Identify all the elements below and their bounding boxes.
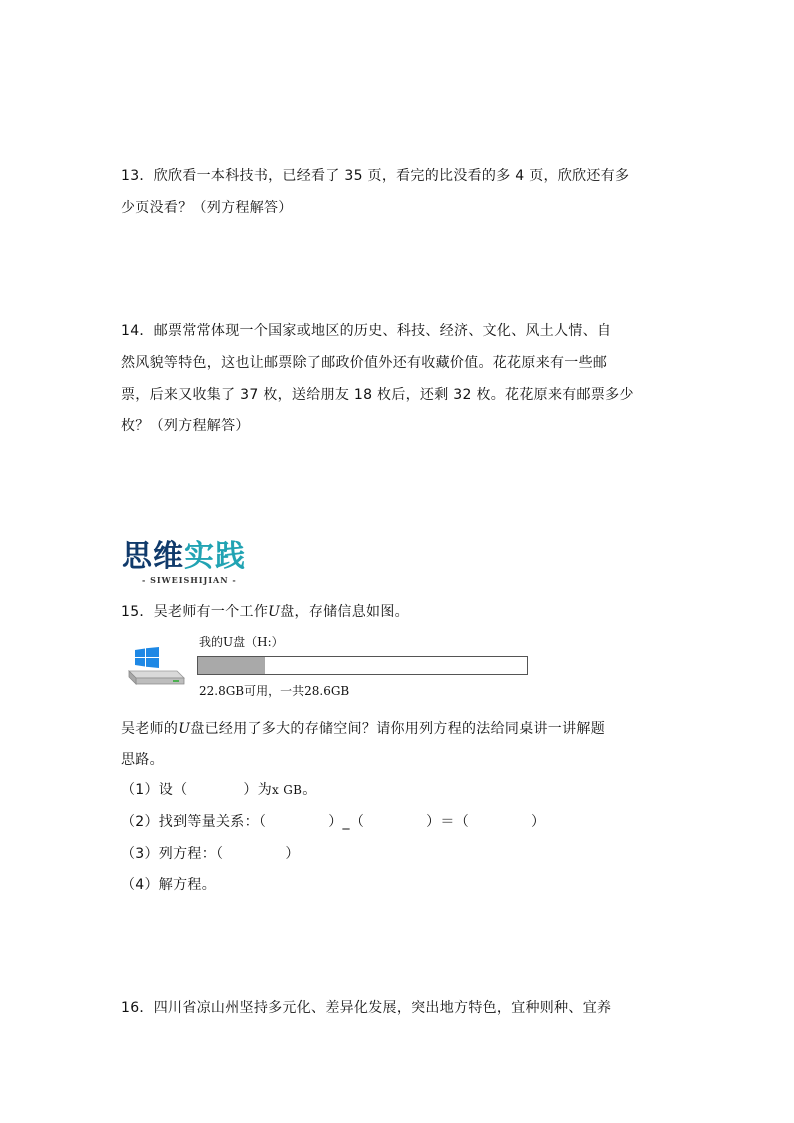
section-logo xyxy=(122,540,272,588)
logo-subtitle: - SIWEISHIJIAN - xyxy=(142,575,237,585)
step1-variable: x GB xyxy=(272,783,303,797)
step1-text-b: ）为 xyxy=(243,782,273,798)
question-14-line-1: 14．邮票常常体现一个国家或地区的历史、科技、经济、文化、风土人情、自 xyxy=(121,323,612,339)
logo-title-part-1: 思维 xyxy=(122,539,184,574)
logo-title xyxy=(122,540,246,574)
question-14-line-2: 然风貌等特色，这也让邮票除了邮政价值外还有收藏价值。花花原来有一些邮 xyxy=(121,355,608,371)
question-13-line-1: 13．欣欣看一本科技书，已经看了 35 页，看完的比没看的多 4 页，欣欣还有多 xyxy=(121,168,630,184)
question-15-prompt-line-1 xyxy=(121,718,681,740)
question-14-line-3: 票，后来又收集了 37 枚，送给朋友 18 枚后，还剩 32 枚。花花原来有邮票多少 xyxy=(121,387,634,403)
step1-text-a: （1）设（ xyxy=(121,782,188,798)
question-13-line-2: 少页没看？（列方程解答） xyxy=(121,200,293,216)
question-15-step-4: （4）解方程。 xyxy=(121,877,217,893)
logo-title-part-2: 实践 xyxy=(184,539,246,574)
q15-intro-text-b: 盘，存储信息如图。 xyxy=(280,604,409,620)
drive-label: 我的U盘（H:） xyxy=(199,635,284,649)
q15-intro-text-a: 15．吴老师有一个工作 xyxy=(121,604,269,620)
q15-ask-u: U xyxy=(178,721,191,737)
question-15-step-3 xyxy=(121,843,681,865)
step2-text-a: （2）找到等量关系：（ xyxy=(121,814,267,830)
question-15-step-1 xyxy=(121,779,681,801)
step2-text-d: ） xyxy=(531,814,546,830)
q15-ask-text-a: 吴老师的 xyxy=(121,721,179,737)
q15-intro-u: U xyxy=(268,604,281,620)
q15-ask-text-b: 盘已经用了多大的存储空间？请你用列方程的法给同桌讲一讲解题 xyxy=(190,721,606,737)
step2-text-b: ）_（ xyxy=(328,814,365,830)
step2-text-c: ）＝（ xyxy=(426,814,470,830)
usb-drive-icon xyxy=(127,645,185,687)
step1-text-c: 。 xyxy=(302,782,317,798)
question-15-step-2 xyxy=(121,811,681,833)
step3-text-a: （3）列方程：（ xyxy=(121,846,224,862)
drive-usage-fill xyxy=(198,657,265,674)
question-16-line-1: 16．四川省凉山州坚持多元化、差异化发展，突出地方特色，宜种则种、宜养 xyxy=(121,1000,612,1016)
step3-text-b: ） xyxy=(285,846,300,862)
drive-capacity-text: 22.8GB可用，一共28.6GB xyxy=(199,684,350,698)
drive-usage-bar xyxy=(197,656,528,675)
question-15-intro xyxy=(121,601,681,623)
question-14-line-4: 枚？（列方程解答） xyxy=(121,418,250,434)
question-15-prompt-line-2: 思路。 xyxy=(121,752,164,768)
